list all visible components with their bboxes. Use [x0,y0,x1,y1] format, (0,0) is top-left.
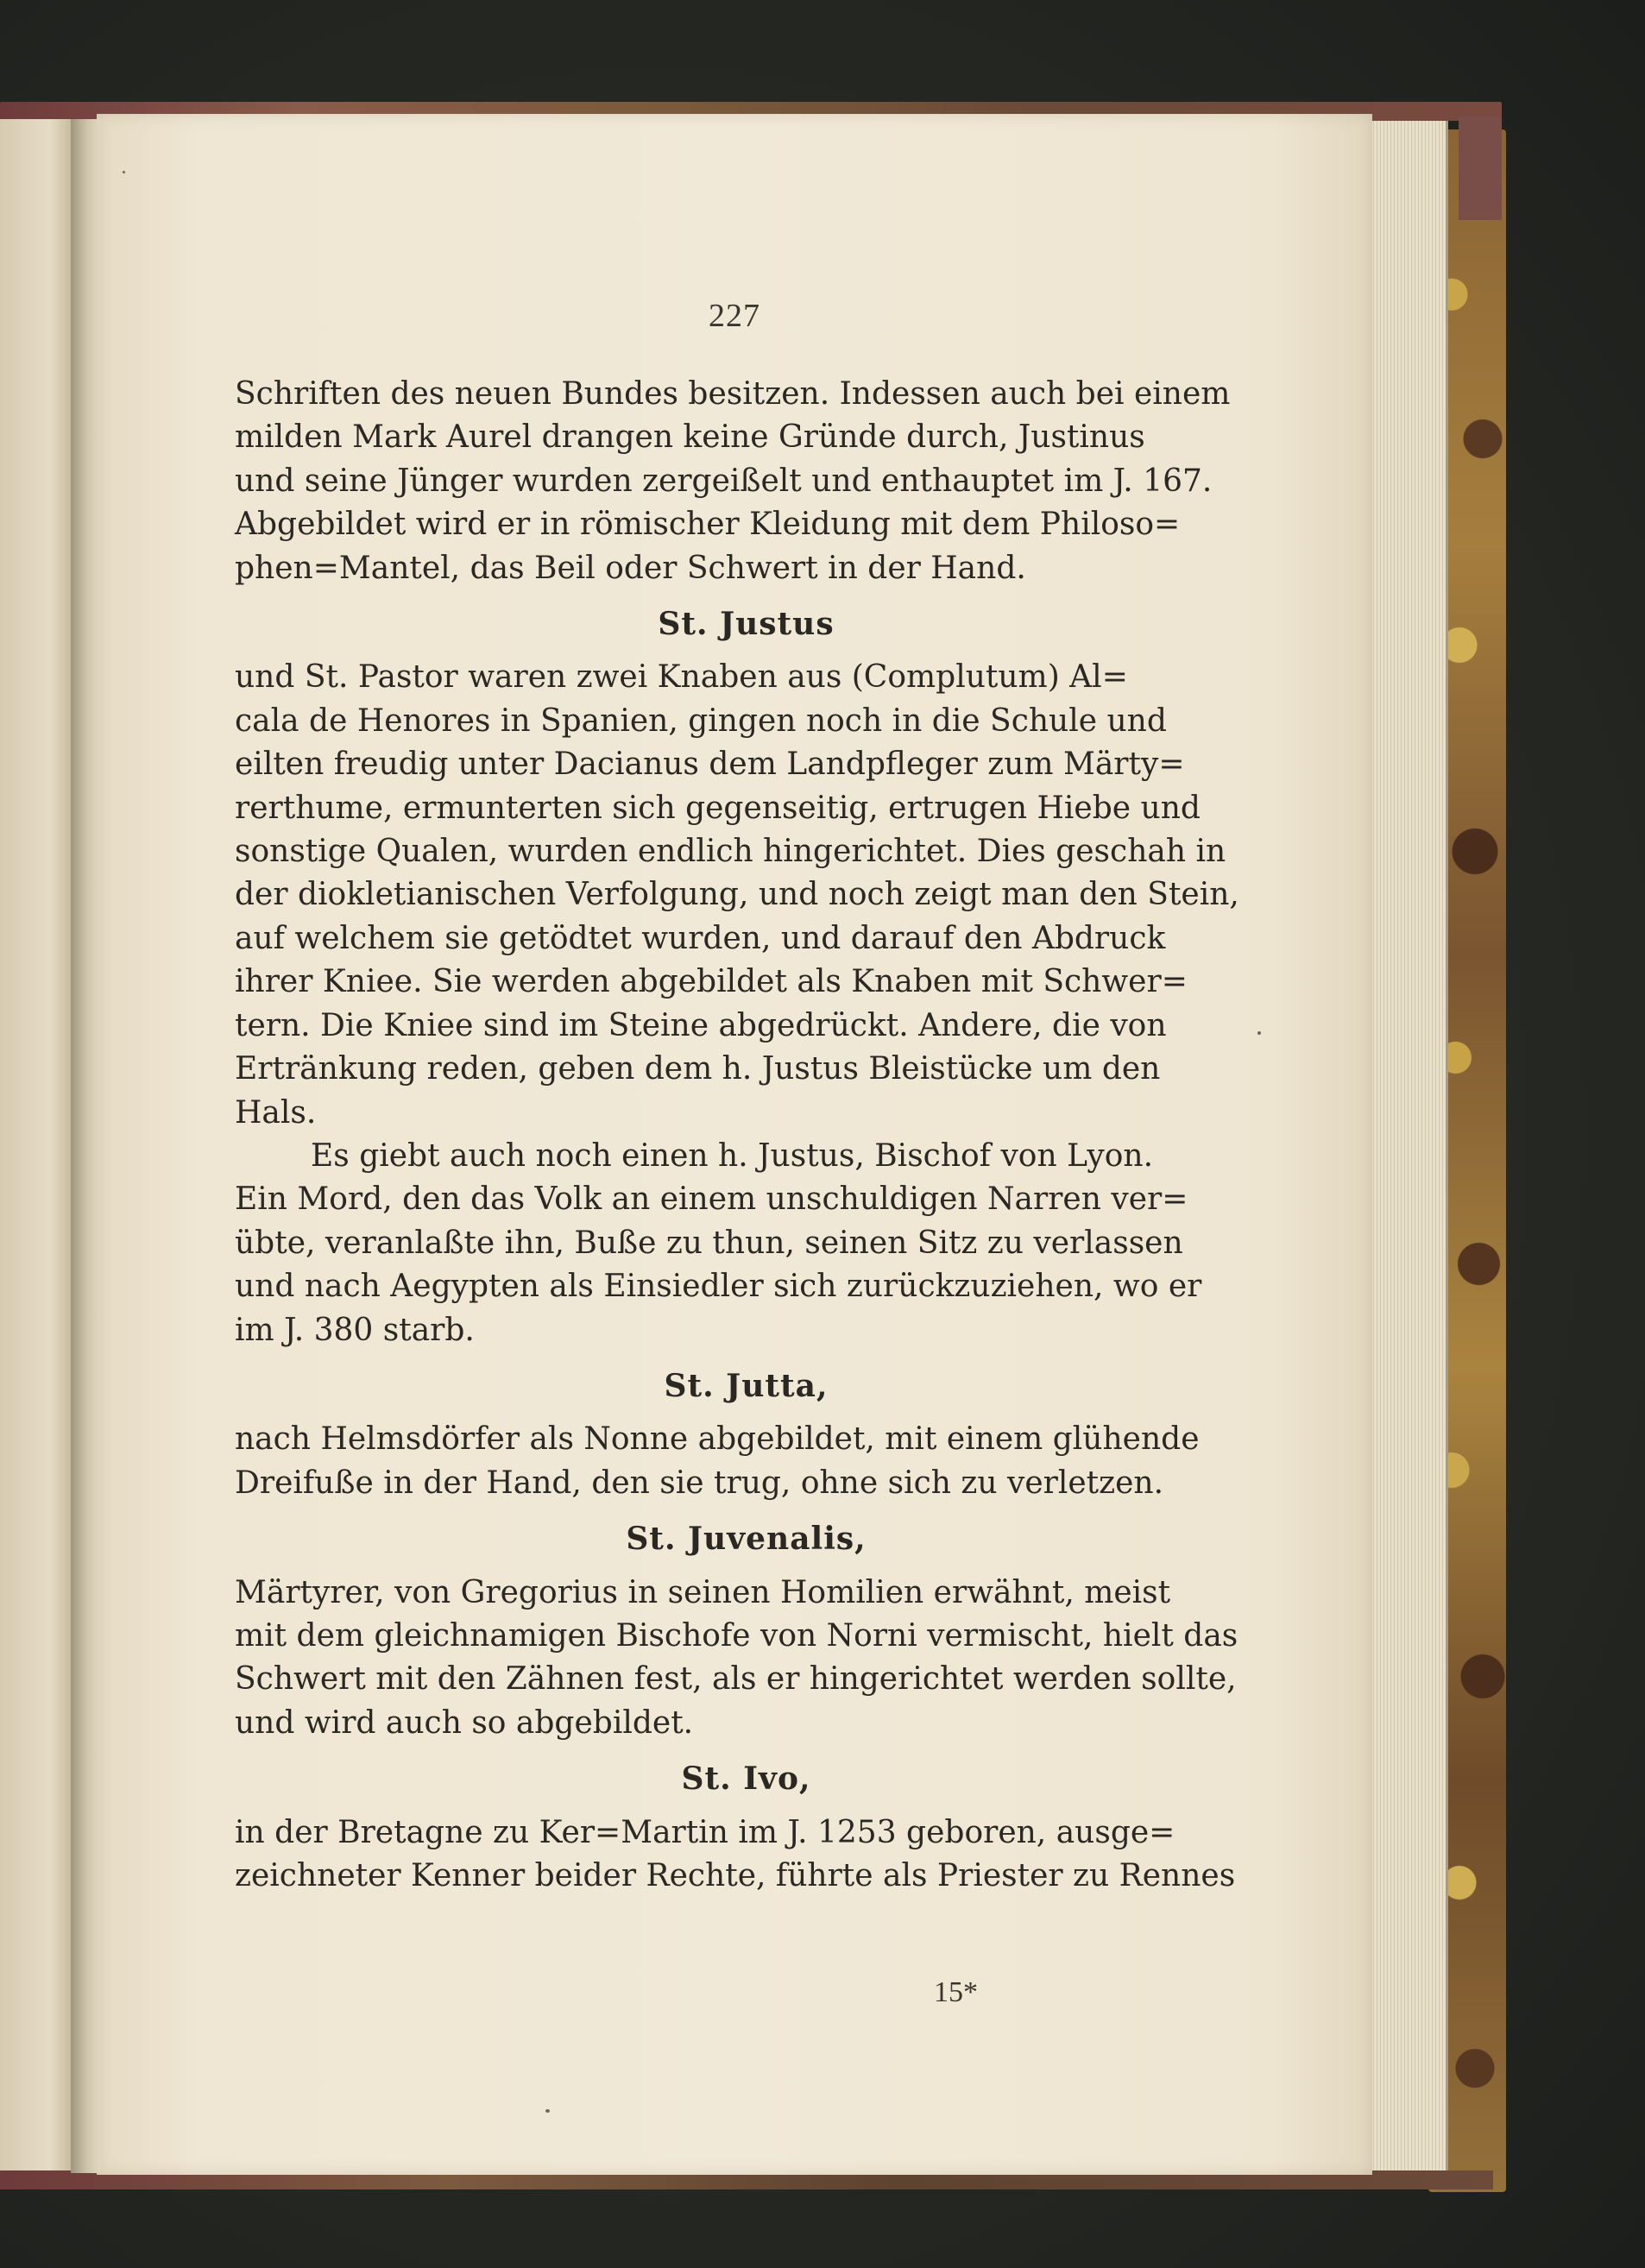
page-number: 227 [709,298,760,334]
paragraph [235,656,1257,1134]
text-line: zeichneter Kenner beider Rechte, führte als Priester zu Rennes [235,1858,1236,1893]
text-line: und nach Aegypten als Einsiedler sich zurückzuziehen, wo er [235,1269,1202,1305]
text-line: sonstige Qualen, wurden endlich hingerichtet. Dies geschah in [235,834,1226,870]
text-line: Ertränkung reden, geben dem h. Justus Bleistücke um den [235,1051,1161,1087]
text-line: in der Bretagne zu Ker=Martin im J. 1253 geboren, ausge= [235,1814,1175,1850]
page-stack-edge [1364,121,1448,2170]
text-line: Dreifuße in der Hand, den sie trug, ohne sich zu verletzen. [235,1465,1164,1501]
page-gutter [71,119,100,2173]
previous-page-edge [0,119,72,2173]
text-line: nach Helmsdörfer als Nonne abgebildet, mit einem glühende [235,1421,1200,1458]
text-line: eilten freudig unter Dacianus dem Landpfleger zum Märty= [235,747,1185,783]
paragraph [235,373,1257,590]
paper-speck [545,2109,550,2113]
section-heading: St. Ivo, [681,1761,811,1798]
text-line: Schriften des neuen Bundes besitzen. Indessen auch bei einem [235,376,1231,412]
paragraph [235,1811,1257,1899]
text-line: mit dem gleichnamigen Bischofe von Norni vermischt, hielt das [235,1617,1238,1654]
text-line: der diokletianischen Verfolgung, und noch zeigt man den Stein, [235,877,1239,913]
paper-speck [123,171,125,173]
page-text [235,373,1257,1898]
paragraph [235,1572,1257,1746]
text-line: Hals. [235,1094,317,1131]
section-heading: St. Justus [658,606,835,643]
text-line: und St. Pastor waren zwei Knaben aus (Complutum) Al= [235,659,1128,696]
section-heading: St. Jutta, [664,1367,829,1404]
paragraph [235,1135,1257,1352]
text-line: cala de Henores in Spanien, gingen noch in die Schule und [235,702,1167,739]
text-line: tern. Die Kniee sind im Steine abgedrückt. Andere, die von [235,1007,1167,1043]
section-heading: St. Juvenalis, [626,1521,867,1558]
text-line: und wird auch so abgebildet. [235,1704,694,1741]
text-line: Abgebildet wird er in römischer Kleidung mit dem Philoso= [235,507,1181,543]
text-line: Es giebt auch noch einen h. Justus, Bischof von Lyon. [311,1137,1154,1174]
text-line: übte, veranlaßte ihn, Buße zu thun, seinen Sitz zu verlassen [235,1225,1183,1261]
book-cover-corner [1459,117,1502,220]
text-line: milden Mark Aurel drangen keine Gründe durch, Justinus [235,419,1145,456]
paper-speck [1257,1031,1261,1035]
text-line: ihrer Kniee. Sie werden abgebildet als Knaben mit Schwer= [235,964,1188,1000]
book-page [97,114,1372,2175]
text-line: Ein Mord, den das Volk an einem unschuldigen Narren ver= [235,1181,1188,1218]
text-line: auf welchem sie getödtet wurden, und darauf den Abdruck [235,920,1166,956]
paragraph [235,1418,1257,1505]
text-line: im J. 380 starb. [235,1312,475,1348]
signature-mark: 15* [934,1976,978,2008]
text-line: Märtyrer, von Gregorius in seinen Homilien erwähnt, meist [235,1574,1171,1610]
text-line: phen=Mantel, das Beil oder Schwert in der Hand. [235,550,1026,586]
text-line: Schwert mit den Zähnen fest, als er hingerichtet werden sollte, [235,1661,1237,1698]
text-line: rerthume, ermunterten sich gegenseitig, ertrugen Hiebe und [235,790,1201,826]
text-line: und seine Jünger wurden zergeißelt und enthauptet im J. 167. [235,463,1213,499]
